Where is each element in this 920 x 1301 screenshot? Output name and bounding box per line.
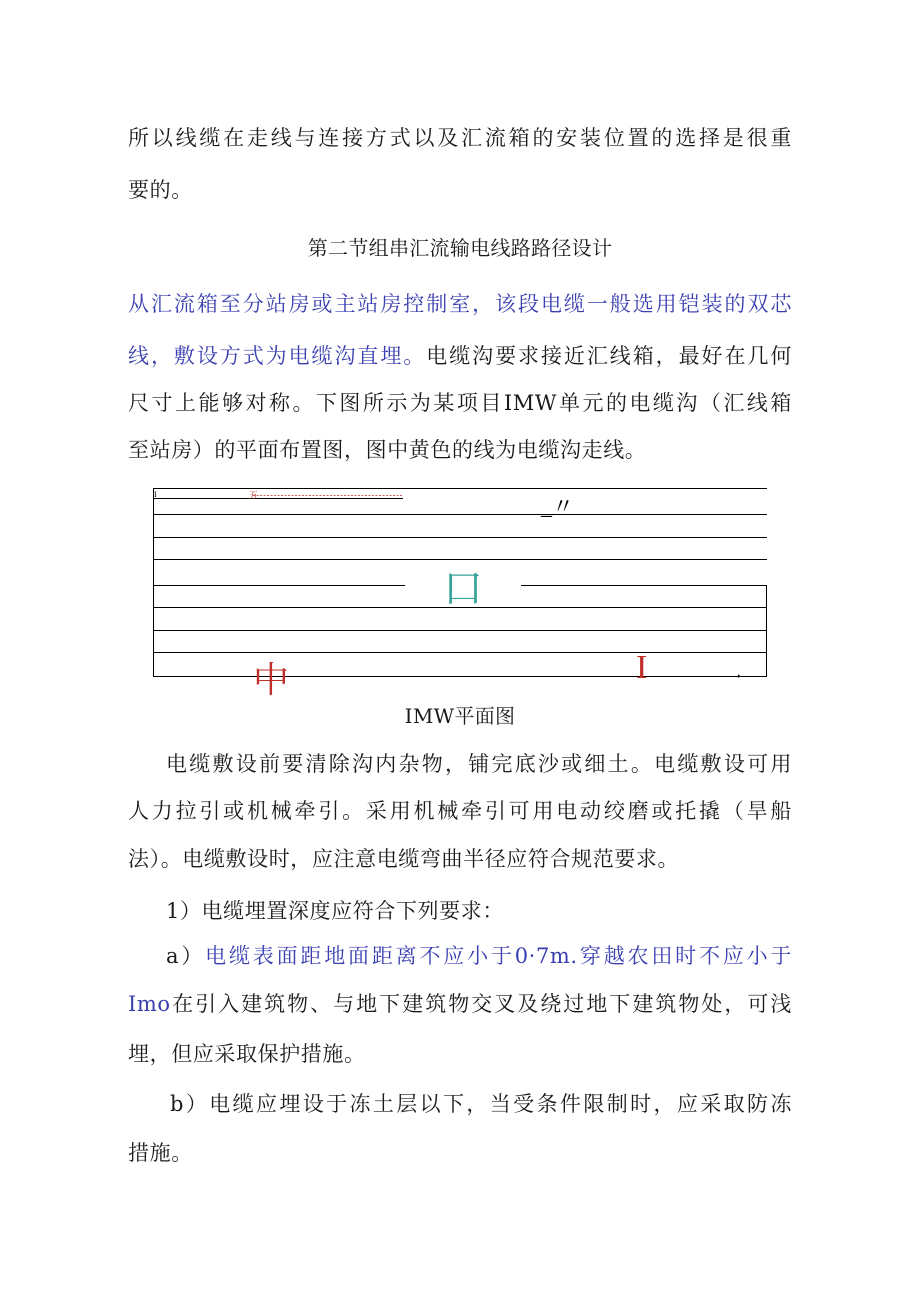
list-item-b-line-1: b）电缆应埋设于冻土层以下，当受条件限制时，应采取防冻 [170, 1092, 792, 1116]
section-heading: 第二节组串汇流输电线路路径设计 [307, 236, 613, 260]
top-left-mark: I [154, 490, 157, 499]
cable-trench-plan-drawing [153, 486, 767, 701]
paragraph-2-line-2-blue: 线，敷设方式为电缆沟直埋。 [128, 344, 427, 368]
figure-caption: IMW平面图 [404, 704, 516, 728]
paragraph-1-line-1: 所以线缆在走线与连接方式以及汇流箱的安装位置的选择是很重 [128, 126, 792, 150]
paragraph-1-line-2: 要的。 [128, 178, 193, 202]
paragraph-2-line-3: 尺寸上能够对称。下图所示为某项目IMW单元的电缆沟（汇线箱 [128, 391, 792, 415]
paragraph-2-line-2-black: 电缆沟要求接近汇线箱，最好在几何 [426, 344, 792, 368]
list-item-a-line-1-blue: 电缆表面距地面距离不应小于0·7m.穿越农田时不应小于 [205, 944, 792, 968]
bottom-right-glyph: I [636, 649, 648, 686]
list-item-a-line-2 [128, 990, 792, 1018]
cable-trench-plan-figure [153, 486, 767, 701]
list-item-a-line-1 [166, 942, 792, 970]
paragraph-2-line-2 [128, 342, 792, 370]
list-item-a-line-2-black: 在引入建筑物、与地下建筑物交叉及绕过地下建筑物处，可浅 [170, 992, 792, 1016]
list-item-b-line-2: 措施。 [128, 1141, 193, 1165]
list-item-1: 1）电缆埋置深度应符合下列要求： [166, 899, 504, 923]
bottom-left-glyph: 中 [252, 660, 290, 701]
paragraph-2-line-1: 从汇流箱至分站房或主站房控制室，该段电缆一般选用铠装的双芯 [128, 292, 792, 316]
paragraph-2-line-4: 至站房）的平面布置图，图中黄色的线为电缆沟走线。 [128, 438, 647, 462]
paragraph-3-line-2: 人力拉引或机械牵引。采用机械牵引可用电动绞磨或托撬（旱船 [128, 799, 792, 823]
top-quote-mark: _〃 [541, 494, 575, 519]
top-red-label: 五 [249, 491, 259, 501]
bottom-comma: , [737, 665, 741, 680]
list-item-a-line-2-blue: Imo [128, 992, 171, 1016]
paragraph-3-line-3: 法）。电缆敷设时，应注意电缆弯曲半径应符合规范要求。 [128, 847, 680, 871]
list-item-a-prefix: a） [166, 944, 206, 968]
list-item-a-line-3: 埋，但应采取保护措施。 [128, 1042, 366, 1066]
center-box-glyph: 口 [443, 566, 483, 612]
paragraph-3-line-1: 电缆敷设前要清除沟内杂物，铺完底沙或细土。电缆敷设可用 [166, 752, 792, 776]
